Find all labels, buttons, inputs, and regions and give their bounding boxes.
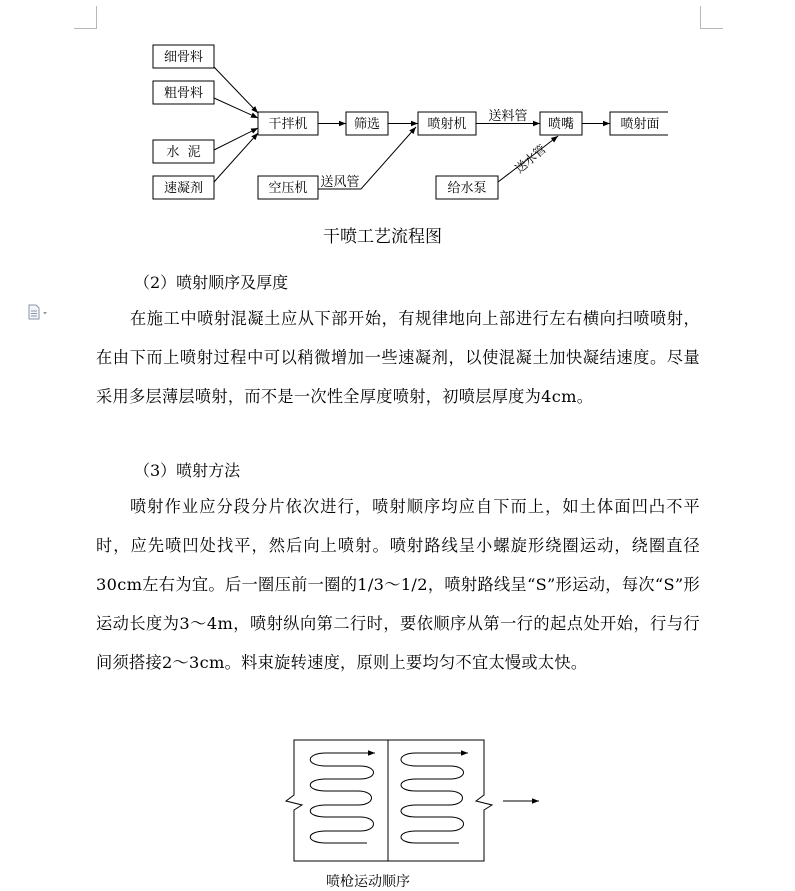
spray-gun-motion-figure bbox=[0, 733, 795, 883]
section-2-heading: （2）喷射顺序及厚度 bbox=[134, 273, 289, 292]
label-air-pipe: 送风管 bbox=[320, 175, 360, 190]
label-mixer: 干拌机 bbox=[268, 117, 308, 132]
section-3-paragraph: 喷射作业应分段分片依次进行，喷射顺序均应自下而上，如土体面凹凸不平时，应先喷凹处找平，然后向上喷射。喷射路线呈小螺旋形绕圈运动，绕圈直径30cm左右为宜。后一圈压前一圈的1/3～1/2，喷射路线呈“S”形运动，每次“S”形运动长度为3～4m，喷射纵向第二行时，要依顺序从第一行的起点处开始，行与行间须搭接2～3cm。料束旋转速度，原则上要均匀不宜太慢或太快。 bbox=[96, 497, 700, 672]
label-screening: 筛选 bbox=[353, 117, 381, 132]
label-sprayer: 喷射机 bbox=[427, 117, 467, 132]
section-2-paragraph: 在施工中喷射混凝土应从下部开始，有规律地向上部进行左右横向扫喷喷射，在由下而上喷射过程中可以稍微增加一些速凝剂，以使混凝土加快凝结速度。尽量采用多层薄层喷射，而不是一次性全厚度喷射，初喷层厚度为4cm。 bbox=[96, 309, 700, 406]
label-feed-pipe: 送料管 bbox=[488, 109, 528, 124]
label-surface: 喷射面 bbox=[620, 117, 660, 132]
label-compressor: 空压机 bbox=[268, 181, 308, 196]
dry-spray-flowchart bbox=[0, 0, 795, 215]
spray-gun-figure-caption: 喷枪运动顺序 bbox=[326, 874, 410, 890]
label-water-pipe: 送水管 bbox=[512, 141, 549, 176]
label-cement: 水 泥 bbox=[166, 145, 201, 160]
label-water-pump: 给水泵 bbox=[447, 181, 487, 196]
label-nozzle: 喷嘴 bbox=[547, 117, 575, 132]
section-3-heading: （3）喷射方法 bbox=[134, 461, 241, 480]
figure-frame bbox=[286, 740, 492, 861]
document-options-icon[interactable] bbox=[28, 304, 50, 320]
label-coarse-aggregate: 粗骨料 bbox=[163, 86, 204, 101]
label-accelerator: 速凝剂 bbox=[163, 181, 204, 196]
flowchart-caption: 干喷工艺流程图 bbox=[323, 227, 442, 247]
label-fine-aggregate: 细骨料 bbox=[163, 50, 204, 65]
